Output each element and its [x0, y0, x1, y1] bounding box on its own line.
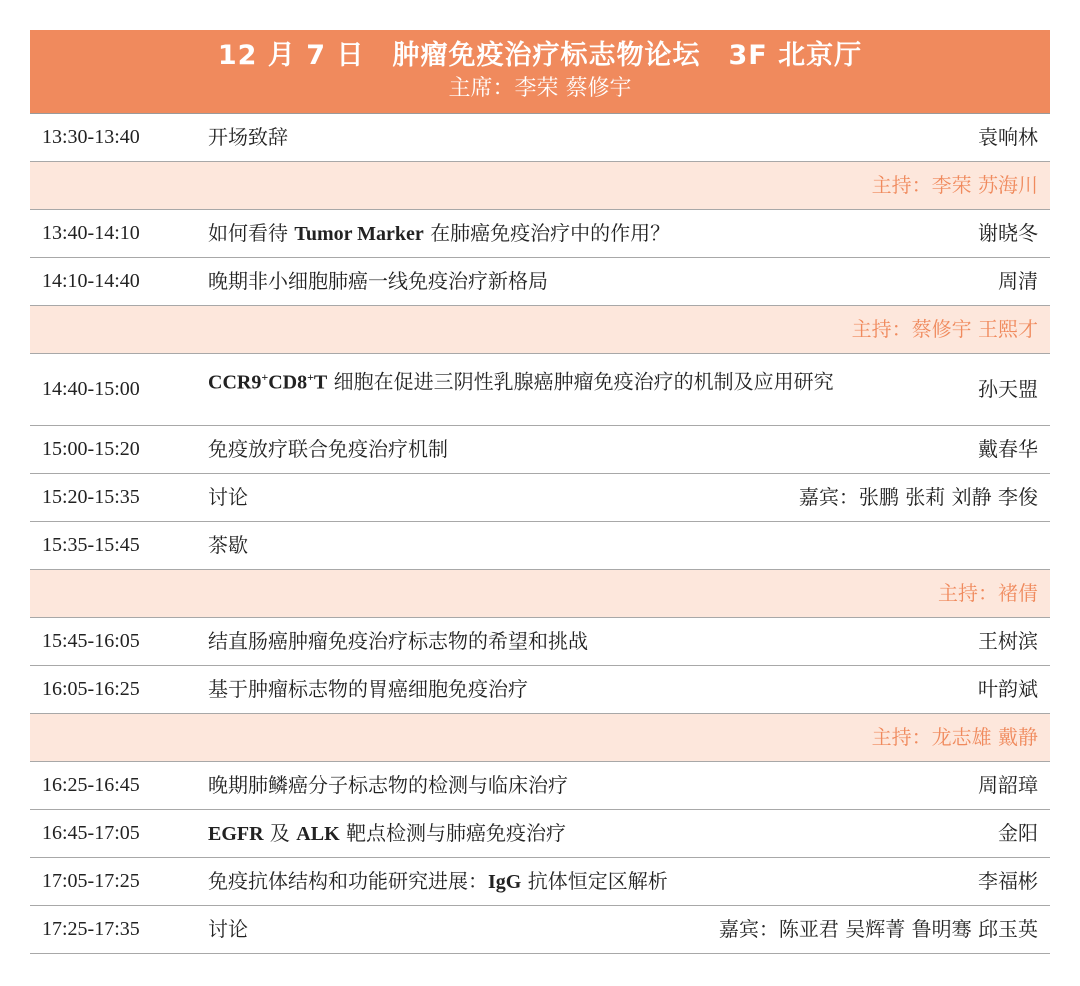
topic-english-term: EGFR [208, 823, 264, 845]
agenda-row [30, 858, 1050, 906]
session-time: 17:25-17:35 [42, 918, 140, 940]
session-time: 13:30-13:40 [42, 126, 140, 148]
topic-english-term: Tumor Marker [294, 223, 424, 245]
superscript: + [307, 370, 314, 384]
forum-title: 12 月 7 日 肿瘤免疫治疗标志物论坛 3F 北京厅 [217, 40, 863, 71]
agenda-row [30, 522, 1050, 570]
session-topic: 晚期肺鳞癌分子标志物的检测与临床治疗 [208, 773, 568, 797]
session-time: 17:05-17:25 [42, 870, 140, 892]
host-row [30, 714, 1050, 762]
agenda-row [30, 762, 1050, 810]
session-time: 15:20-15:35 [42, 486, 140, 508]
topic-text: 细胞在促进三阴性乳腺癌肿瘤免疫治疗的机制及应用研究 [327, 369, 834, 394]
host-names: 主持：龙志雄 戴静 [871, 725, 1038, 749]
session-speaker: 孙天盟 [978, 377, 1038, 401]
host-row [30, 570, 1050, 618]
topic-text: 靶点检测与肺癌免疫治疗 [339, 821, 566, 845]
session-time: 15:45-16:05 [42, 630, 140, 652]
session-time: 15:35-15:45 [42, 534, 140, 556]
topic-text: 在肺癌免疫治疗中的作用？ [423, 221, 671, 245]
session-time: 14:10-14:40 [42, 270, 140, 292]
session-speaker: 金阳 [998, 821, 1038, 845]
topic-text: 免疫抗体结构和功能研究进展： [208, 869, 488, 893]
session-speaker: 王树滨 [978, 629, 1038, 653]
topic-text: 及 [263, 821, 297, 845]
forum-header [30, 30, 1050, 114]
host-names: 主持：李荣 苏海川 [871, 173, 1038, 197]
session-topic: 开场致辞 [208, 125, 288, 149]
agenda-row [30, 258, 1050, 306]
agenda-row [30, 354, 1050, 426]
session-speaker: 谢晓冬 [978, 221, 1038, 245]
session-topic: 讨论 [208, 917, 248, 941]
session-time: 16:25-16:45 [42, 774, 140, 796]
session-speaker: 戴春华 [978, 437, 1038, 461]
session-speaker: 叶韵斌 [978, 677, 1038, 701]
session-time: 14:40-15:00 [42, 378, 140, 400]
session-topic [208, 364, 888, 396]
agenda-row [30, 114, 1050, 162]
agenda-row [30, 666, 1050, 714]
session-topic: 免疫放疗联合免疫治疗机制 [208, 437, 448, 461]
host-names: 主持：蔡修宇 王熙才 [851, 317, 1038, 341]
agenda-row [30, 810, 1050, 858]
session-topic: 晚期非小细胞肺癌一线免疫治疗新格局 [208, 269, 548, 293]
agenda-row [30, 906, 1050, 954]
agenda-row [30, 210, 1050, 258]
schedule-table [30, 30, 1050, 954]
session-speaker: 周韶璋 [978, 773, 1038, 797]
agenda-row [30, 474, 1050, 522]
session-time: 16:05-16:25 [42, 678, 140, 700]
forum-chair: 主席：李荣 蔡修宇 [448, 76, 632, 101]
session-guests: 嘉宾：张鹏 张莉 刘静 李俊 [798, 485, 1038, 509]
session-speaker: 李福彬 [978, 869, 1038, 893]
host-row [30, 306, 1050, 354]
session-topic: 结直肠癌肿瘤免疫治疗标志物的希望和挑战 [208, 629, 588, 653]
session-topic [208, 810, 888, 858]
host-row [30, 162, 1050, 210]
topic-english-term: ALK [296, 823, 340, 845]
session-guests: 嘉宾：陈亚君 吴辉菁 鲁明骞 邱玉英 [718, 917, 1038, 941]
topic-english-term: CD8 [268, 371, 308, 394]
host-names: 主持：褚倩 [938, 581, 1038, 605]
topic-english-term: IgG [488, 871, 522, 893]
agenda-row [30, 618, 1050, 666]
topic-text: 如何看待 [208, 221, 295, 245]
session-topic [208, 858, 888, 906]
session-time: 16:45-17:05 [42, 822, 140, 844]
agenda-row [30, 426, 1050, 474]
session-time: 13:40-14:10 [42, 222, 140, 244]
session-topic: 茶歇 [208, 533, 248, 557]
session-topic [208, 210, 888, 258]
session-speaker: 袁响林 [978, 125, 1038, 149]
topic-english-term: CCR9 [208, 371, 262, 394]
topic-text: 抗体恒定区解析 [521, 869, 668, 893]
session-time: 15:00-15:20 [42, 438, 140, 460]
session-speaker: 周清 [998, 269, 1038, 293]
superscript: + [261, 370, 269, 384]
session-topic: 基于肿瘤标志物的胃癌细胞免疫治疗 [208, 677, 528, 701]
topic-english-term: T [313, 371, 328, 394]
session-topic: 讨论 [208, 485, 248, 509]
